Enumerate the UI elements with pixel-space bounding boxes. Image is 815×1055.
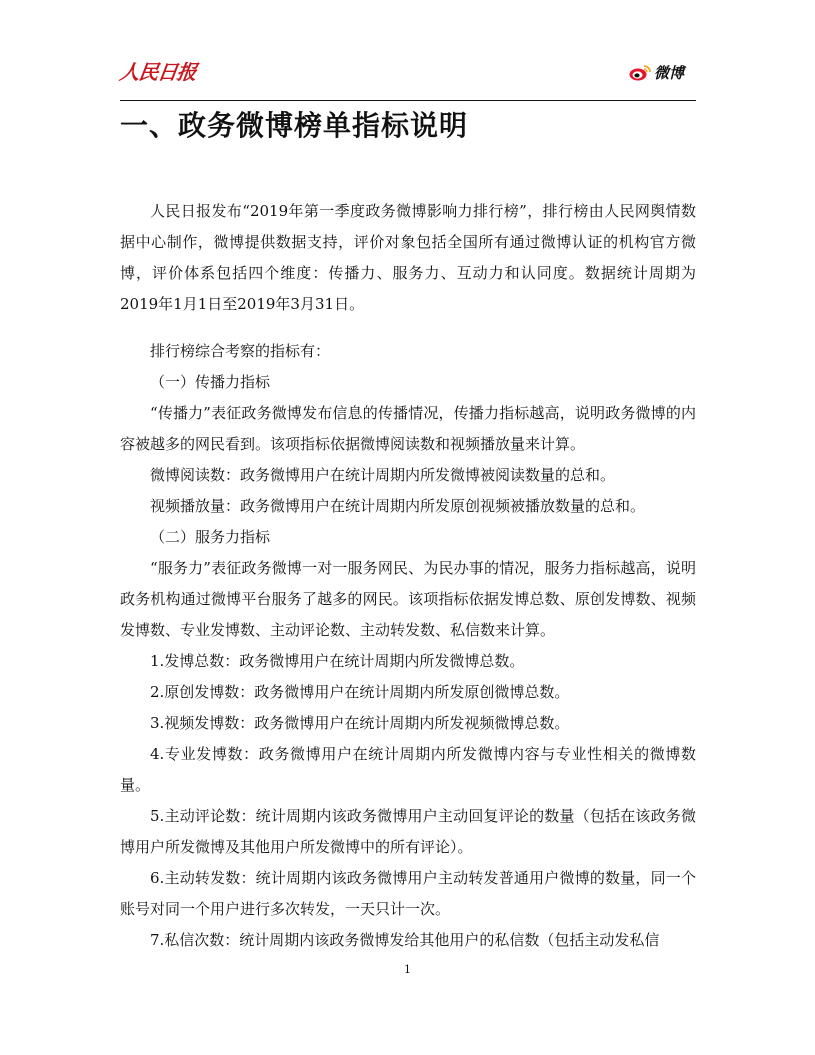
list-item: 7.私信次数：统计周期内该政务微博发给其他用户的私信数（包括主动发私信 (150, 931, 660, 949)
spread-description: “传播力”表征政务微博发布信息的传播情况，传播力指标越高，说明政务微博的内容被越多的网民看到。该项指标依据微博阅读数和视频播放量来计算。 (120, 404, 696, 453)
weibo-logo (629, 62, 684, 83)
list-item: 6.主动转发数：统计周期内该政务微博用户主动转发普通用户微博的数量，同一个账号对同一个用户进行多次转发，一天只计一次。 (120, 869, 696, 918)
service-description: “服务力”表征政务微博一对一服务网民、为民办事的情况，服务力指标越高，说明政务机构通过微博平台服务了越多的网民。该项指标依据发博总数、原创发博数、视频发博数、专业发博数、主动评论数、主动转发数、私信数来计算。 (120, 559, 696, 639)
list-item: 5.主动评论数：统计周期内该政务微博用户主动回复评论的数量（包括在该政务微博用户所发微博及其他用户所发微博中的所有评论）。 (120, 807, 696, 856)
video-play-definition: 视频播放量：政务微博用户在统计周期内所发原创视频被播放数量的总和。 (150, 497, 646, 515)
subheading-spread: （一）传播力指标 (150, 373, 271, 391)
list-item: 1.发博总数：政务微博用户在统计周期内所发微博总数。 (150, 652, 525, 670)
header-divider (120, 100, 696, 101)
weibo-logo-text: 微博 (653, 64, 684, 82)
section-title: 一、政务微博榜单指标说明 (120, 109, 469, 142)
weibo-eye-icon (629, 64, 651, 81)
page-header (120, 56, 696, 102)
peoples-daily-logo: 人民日报 (118, 60, 198, 84)
document-body (120, 196, 696, 956)
list-item: 3.视频发博数：政务微博用户在统计周期内所发视频微博总数。 (150, 714, 570, 732)
read-count-definition: 微博阅读数：政务微博用户在统计周期内所发微博被阅读数量的总和。 (150, 466, 616, 484)
page-number: 1 (404, 963, 411, 976)
indicator-intro: 排行榜综合考察的指标有： (150, 342, 331, 360)
intro-paragraph: 人民日报发布“2019年第一季度政务微博影响力排行榜”，排行榜由人民网舆情数据中心制作，微博提供数据支持，评价对象包括全国所有通过微博认证的机构官方微博，评价体系包括四个维度：传播力、服务力、互动力和认同度。数据统计周期为2019年1月1日至2019年3月31日。 (120, 202, 696, 313)
list-item: 2.原创发博数：政务微博用户在统计周期内所发原创微博总数。 (150, 683, 570, 701)
list-item: 4.专业发博数：政务微博用户在统计周期内所发微博内容与专业性相关的微博数量。 (120, 745, 696, 794)
subheading-service: （二）服务力指标 (150, 528, 271, 546)
